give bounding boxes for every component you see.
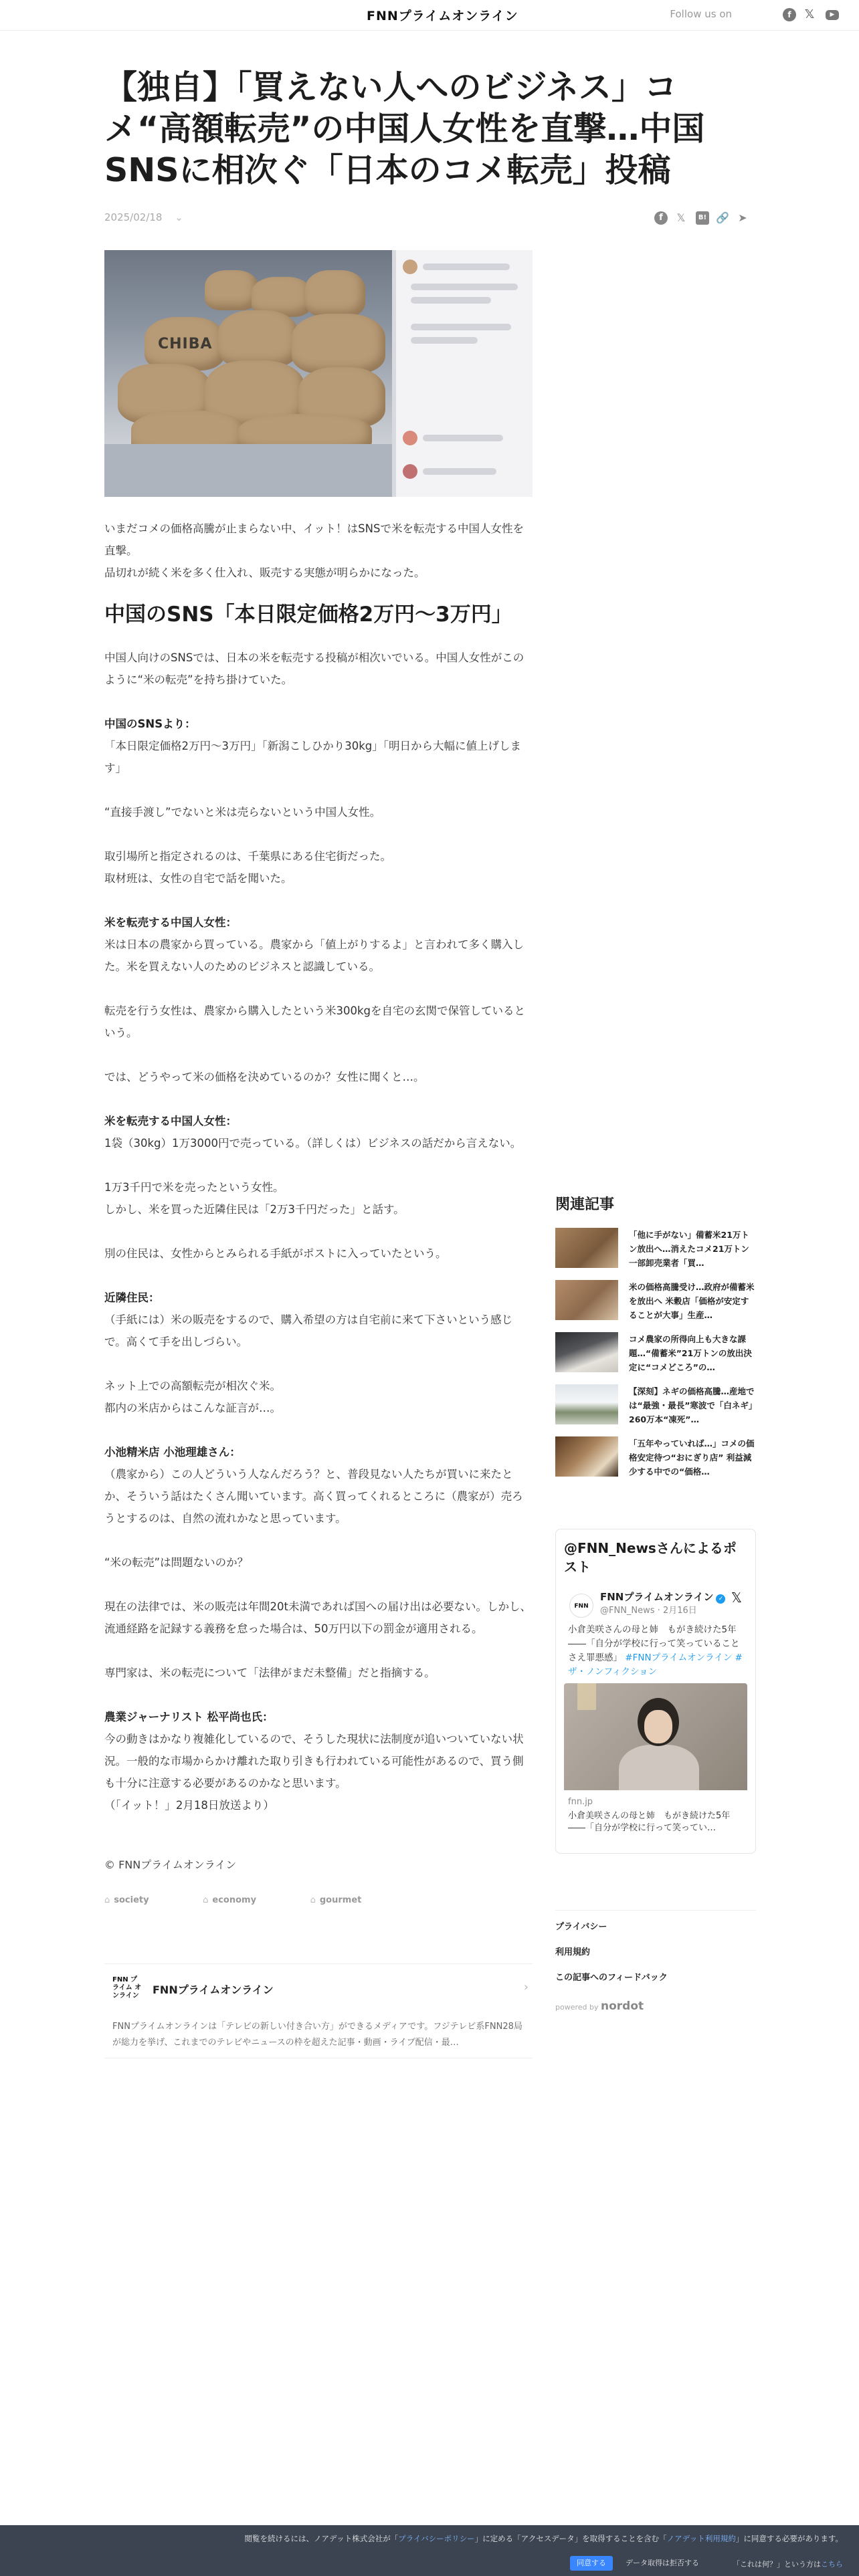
tag-icon: ⌂ [203,1895,209,1905]
tweet-link-domain: fnn.jp [568,1797,593,1807]
follow-label: Follow us on [670,8,732,20]
facebook-icon[interactable]: f [783,8,796,21]
share-link-icon[interactable]: 🔗 [716,211,729,224]
privacy-link[interactable]: プライバシー [555,1922,607,1932]
consent-reject-button[interactable]: データ取得は拒否する [626,2559,699,2567]
consent-what-link[interactable]: こちら [821,2560,843,2569]
share-send-icon[interactable]: ➤ [738,211,747,224]
powered-by[interactable]: powered by nordot [555,2000,644,2013]
tag-society[interactable]: ⌂ society [104,1895,149,1905]
paragraph: 1袋（30kg）1万3000円で売っている。（詳しくは）ビジネスの話だから言えない。 [104,1137,522,1150]
consent-agree-button[interactable]: 同意する [570,2556,613,2571]
related-thumbnail[interactable] [555,1280,618,1320]
consent-terms-link[interactable]: ノアデット利用規約 [666,2534,736,2543]
paragraph: では、どうやって米の価格を決めているのか？女性に聞くと…。 [104,1071,425,1083]
tweet-avatar[interactable]: FNN [569,1594,593,1618]
tweet-card[interactable] [564,1586,747,1846]
speaker-label: 農業ジャーナリスト 松平尚也氏： [104,1711,274,1723]
related-title: 関連記事 [555,1196,615,1213]
paragraph: 別の住民は、女性からとみられる手紙がポストに入っていたという。 [104,1247,447,1260]
speaker-label: 近隣住民： [104,1291,160,1304]
paragraph: 取材班は、女性の自宅で話を聞いた。 [104,872,292,885]
paragraph: ネット上での高額転売が相次ぐ米。 [104,1380,281,1392]
paragraph: 今の動きはかなり複雑化しているので、そうした現状に法制度が追いついていない状況。一般的な市場からかけ離れた取り引きも行われている可能性があるので、買う側も十分に注意する必要があるのかなと思います。 [104,1733,524,1790]
publisher-description: FNNプライムオンラインは「テレビの新しい付き合い方」ができるメディアです。フジテレビ系FNN28局が総力を挙げ、これまでのテレビやニュースの枠を超えた記事・動画・ライブ配信・最… [112,2022,522,2048]
related-item-text[interactable]: 【深刻】ネギの価格高騰…産地では“最強・最長”寒波で「白ネギ」260万本“凍死”… [629,1386,755,1424]
site-header [0,0,859,31]
paragraph: 中国人向けのSNSでは、日本の米を転売する投稿が相次いでいる。中国人女性がこのように“米の転売”を持ち掛けていた。 [104,651,524,686]
feedback-link[interactable]: この記事へのフィードバック [555,1973,668,1983]
paragraph: 取引場所と指定されるのは、千葉県にある住宅街だった。 [104,850,391,863]
publisher-card[interactable] [104,1963,533,2058]
paragraph: 専門家は、米の転売について「法律がまだ未整備」だと指摘する。 [104,1667,436,1679]
youtube-icon[interactable]: ▶ [826,10,839,20]
share-x-icon[interactable]: 𝕏 [676,211,686,224]
tag-list [104,1895,412,1905]
related-item-text[interactable]: 米の価格高騰受け…政府が備蓄米を放出へ 米穀店「価格が安定することが大事」生産… [629,1282,755,1320]
related-item[interactable] [555,1384,756,1426]
tweet-link-caption[interactable]: 小倉美咲さんの母と姉 もがき続けた5年――「自分が学校に行って笑ってい… [568,1811,731,1833]
paragraph: 「本日限定価格2万円〜3万円」「新潟こしひかり30kg」「明日から大幅に値上げします」 [104,740,522,774]
related-item[interactable] [555,1332,756,1374]
speaker-label: 小池精米店 小池理雄さん： [104,1446,241,1459]
copyright: © FNNプライムオンライン [104,1858,237,1871]
site-logo[interactable]: FNNプライムオンライン [367,9,518,23]
tweet-image[interactable] [564,1683,747,1790]
tag-icon: ⌂ [310,1895,316,1905]
share-facebook-icon[interactable]: f [654,211,668,225]
speaker-label: 米を転売する中国人女性： [104,916,237,929]
sidebar-links [555,1910,756,1998]
speaker-label: 米を転売する中国人女性： [104,1115,237,1128]
related-item-text[interactable]: コメ農家の所得向上も大きな課題…“備蓄米”21万トンの放出決定に“コメどころ”の… [629,1334,752,1372]
tag-gourmet[interactable]: ⌂ gourmet [310,1895,362,1905]
paragraph: しかし、米を買った近隣住民は「2万3千円だった」と話す。 [104,1203,405,1216]
tag-icon: ⌂ [104,1895,110,1905]
section-heading: 中国のSNS「本日限定価格2万円〜3万円」 [104,603,512,627]
article-meta [104,211,183,223]
article-date: 2025/02/18 [104,211,163,223]
twitter-embed [555,1529,756,1854]
article-body [104,518,533,1816]
related-item[interactable] [555,1436,756,1478]
article-title: 【独自】「買えない人へのビジネス」コメ“高額転売”の中国人女性を直撃…中国SNSに相次ぐ「日本のコメ転売」投稿 [104,68,705,189]
lead-line: いまだコメの価格高騰が止まらない中、イット！はSNSで米を転売する中国人女性を直撃。 [104,522,524,557]
related-thumbnail[interactable] [555,1228,618,1268]
paragraph: （「イット！」2月18日放送より） [104,1799,274,1812]
verified-icon: ✓ [716,1594,725,1604]
related-thumbnail[interactable] [555,1436,618,1477]
consent-what-is-this: 「これは何？」という方はこちら [733,2560,843,2569]
paragraph: 転売を行う女性は、農家から購入したという米300kgを自宅の玄関で保管しているという。 [104,1004,526,1039]
chevron-down-icon[interactable]: ⌄ [175,211,183,223]
hero-image-text: CHIBA [158,336,213,352]
consent-privacy-link[interactable]: プライバシーポリシー [398,2534,475,2543]
related-thumbnail[interactable] [555,1384,618,1424]
tweet-hashtags[interactable]: #FNNプライムオンライン #ザ・ノンフィクション [568,1652,743,1677]
paragraph: “直接手渡し”でないと米は売らないという中国人女性。 [104,806,381,819]
lead-line: 品切れが続く米を多く仕入れ、販売する実態が明らかになった。 [104,566,425,579]
related-item-text[interactable]: 「五年やっていれば…」コメの価格安定待つ“おにぎり店” 利益減少する中での“価格… [629,1438,755,1477]
related-thumbnail[interactable] [555,1332,618,1372]
twitter-embed-heading: @FNN_Newsさんによるポスト [564,1540,737,1575]
paragraph: 都内の米店からはこんな証言が…。 [104,1402,281,1414]
chevron-right-icon[interactable]: › [523,1980,529,1994]
tag-economy[interactable]: ⌂ economy [203,1895,257,1905]
paragraph: （農家から）この人どういう人なんだろう？と、普段見ない人たちが買いに来たとか、そういう話はたくさん聞いています。高く買ってくれるところに（農家が）売ろうとするのは、自然の流れかなと思っています。 [104,1468,523,1525]
consent-text: 閲覧を続けるには、ノアデット株式会社が「プライバシーポリシー」に定める「アクセスデータ」を取得することを含む「ノアデット利用規約」に同意する必要があります。 [244,2534,843,2543]
share-hatena-icon[interactable]: B! [696,211,709,225]
paragraph: 米は日本の農家から買っている。農家から「値上がりするよ」と言われて多く購入した。米を買えない人のためのビジネスと認識している。 [104,938,524,973]
paragraph: “米の転売”は問題ないのか？ [104,1556,249,1569]
x-icon[interactable]: 𝕏 [804,7,815,21]
related-item[interactable] [555,1280,756,1321]
tweet-text: 小倉美咲さんの母と姉 もがき続けた5年――「自分が学校に行って笑っていることさえ罪悪感」 #FNNプライムオンライン #ザ・ノンフィクション [568,1624,743,1677]
tweet-handle: @FNN_News · 2月16日 [600,1606,697,1616]
paragraph: （手紙には）米の販売をするので、購入希望の方は自宅前に来て下さいという感じで。高くて手を出しづらい。 [104,1313,513,1348]
consent-bar [0,2525,859,2576]
nordot-logo: nordot [601,2000,644,2013]
x-logo-icon[interactable]: 𝕏 [731,1590,742,1606]
tweet-author-name[interactable]: FNNプライムオンライン ✓ [600,1590,725,1604]
speaker-label: 中国のSNSより： [104,718,196,730]
publisher-logo: FNN プライム オンライン [112,1976,142,2000]
paragraph: 1万3千円で米を売ったという女性。 [104,1181,284,1194]
paragraph: 現在の法律では、米の販売は年間20t未満であれば国への届け出は必要ない。しかし、流通経路を記録する義務を怠った場合は、50万円以下の罰金が適用される。 [104,1600,531,1635]
related-item[interactable] [555,1228,756,1269]
terms-link[interactable]: 利用規約 [555,1947,591,1957]
publisher-name[interactable]: FNNプライムオンライン [153,1983,274,1996]
article-hero-image [104,250,533,497]
related-item-text[interactable]: 「他に手がない」備蓄米21万トン放出へ…消えたコメ21万トン 一部卸売業者「買… [629,1230,749,1268]
